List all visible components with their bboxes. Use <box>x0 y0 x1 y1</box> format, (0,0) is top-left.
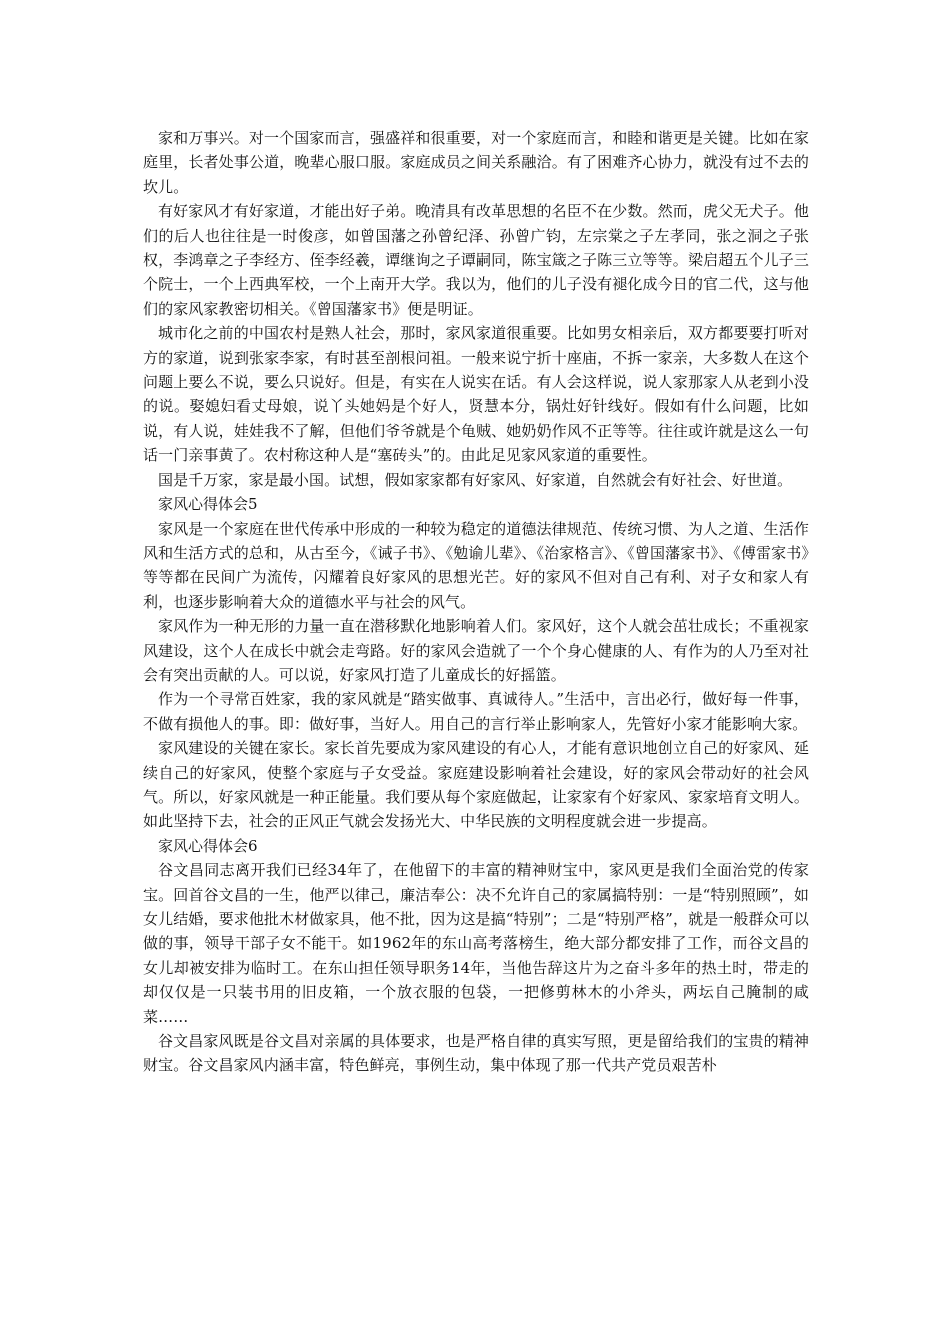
section-heading: 家风心得体会6 <box>158 836 258 855</box>
paragraph: 家和万事兴。对一个国家而言，强盛祥和很重要，对一个家庭而言，和睦和谐更是关键。比如在家庭里，长者处事公道，晚辈心服口服。家庭成员之间关系融洽。有了困难齐心协力，就没有过不去的坎儿。 <box>143 129 809 196</box>
paragraph: 有好家风才有好家道，才能出好子弟。晚清具有改革思想的名臣不在少数。然而，虎父无犬子。他们的后人也往往是一时俊彦，如曾国藩之孙曾纪泽、孙曾广钧，左宗棠之子左孝同，张之洞之子张权，李鸿章之子李经方、侄李经羲，谭继询之子谭嗣同，陈宝箴之子陈三立等等。梁启超五个儿子三个院士，一个上西典军校，一个上南开大学。我以为，他们的儿子没有褪化成今日的官二代，这与他们的家风家教密切相关。《曾国藩家书》便是明证。 <box>143 202 809 318</box>
document-body <box>143 126 809 1078</box>
paragraph: 作为一个寻常百姓家，我的家风就是“踏实做事、真诚待人。”生活中，言出必行，做好每一件事，不做有损他人的事。即：做好事，当好人。用自己的言行举止影响家人，先管好小家才能影响大家。 <box>143 690 809 733</box>
paragraph: 家风建设的关键在家长。家长首先要成为家风建设的有心人，才能有意识地创立自己的好家风、延续自己的好家风，使整个家庭与子女受益。家庭建设影响着社会建设，好的家风会带动好的社会风气。所以，好家风就是一种正能量。我们要从每个家庭做起，让家家有个好家风、家家培育文明人。如此坚持下去，社会的正风正气就会发扬光大、中华民族的文明程度就会进一步提高。 <box>143 739 809 831</box>
paragraph: 家风作为一种无形的力量一直在潜移默化地影响着人们。家风好，这个人就会茁壮成长；不重视家风建设，这个人在成长中就会走弯路。好的家风会造就了一个个身心健康的人、有作为的人乃至对社会有突出贡献的人。可以说，好家风打造了儿童成长的好摇篮。 <box>143 617 809 684</box>
section-heading: 家风心得体会5 <box>158 495 258 514</box>
paragraph: 谷文昌家风既是谷文昌对亲属的具体要求，也是严格自律的真实写照，更是留给我们的宝贵的精神财宝。谷文昌家风内涵丰富，特色鲜亮，事例生动，集中体现了那一代共产党员艰苦朴 <box>143 1032 809 1075</box>
paragraph: 谷文昌同志离开我们已经34年了，在他留下的丰富的精神财宝中，家风更是我们全面治党的传家宝。回首谷文昌的一生，他严以律己，廉洁奉公：决不允许自己的家属搞特别：一是“特别照顾”，如女儿结婚，要求他批木材做家具，他不批，因为这是搞“特别”；二是“特别严格”，就是一般群众可以做的事，领导干部子女不能干。如1962年的东山高考落榜生，绝大部分都安排了工作，而谷文昌的女儿却被安排为临时工。在东山担任领导职务14年，当他告辞这片为之奋斗多年的热土时，带走的却仅仅是一只装书用的旧皮箱，一个放衣服的包袋，一把修剪林木的小斧头，两坛自己腌制的咸菜…… <box>143 861 809 1026</box>
paragraph: 家风是一个家庭在世代传承中形成的一种较为稳定的道德法律规范、传统习惯、为人之道、生活作风和生活方式的总和，从古至今，《诫子书》、《勉谕儿辈》、《治家格言》、《曾国藩家书》、《傅雷家书》等等都在民间广为流传，闪耀着良好家风的思想光芒。好的家风不但对自己有利、对子女和家人有利，也逐步影响着大众的道德水平与社会的风气。 <box>143 519 809 611</box>
paragraph: 国是千万家，家是最小国。试想，假如家家都有好家风、好家道，自然就会有好社会、好世道。 <box>158 470 793 489</box>
paragraph: 城市化之前的中国农村是熟人社会，那时，家风家道很重要。比如男女相亲后，双方都要要打听对方的家道，说到张家李家，有时甚至剖根问祖。一般来说宁折十座庙，不拆一家亲，大多数人在这个问题上要么不说，要么只说好。但是，有实在人说实在话。有人会这样说，说人家那家人从老到小没的说。娶媳妇看丈母娘，说丫头她妈是个好人，贤慧本分，锅灶好针线好。假如有什么问题，比如说，有人说，娃娃我不了解，但他们爷爷就是个龟贼、她奶奶作风不正等等。往往或许就是这么一句话一门亲事黄了。农村称这种人是“塞砖头”的。由此足见家风家道的重要性。 <box>143 324 809 465</box>
